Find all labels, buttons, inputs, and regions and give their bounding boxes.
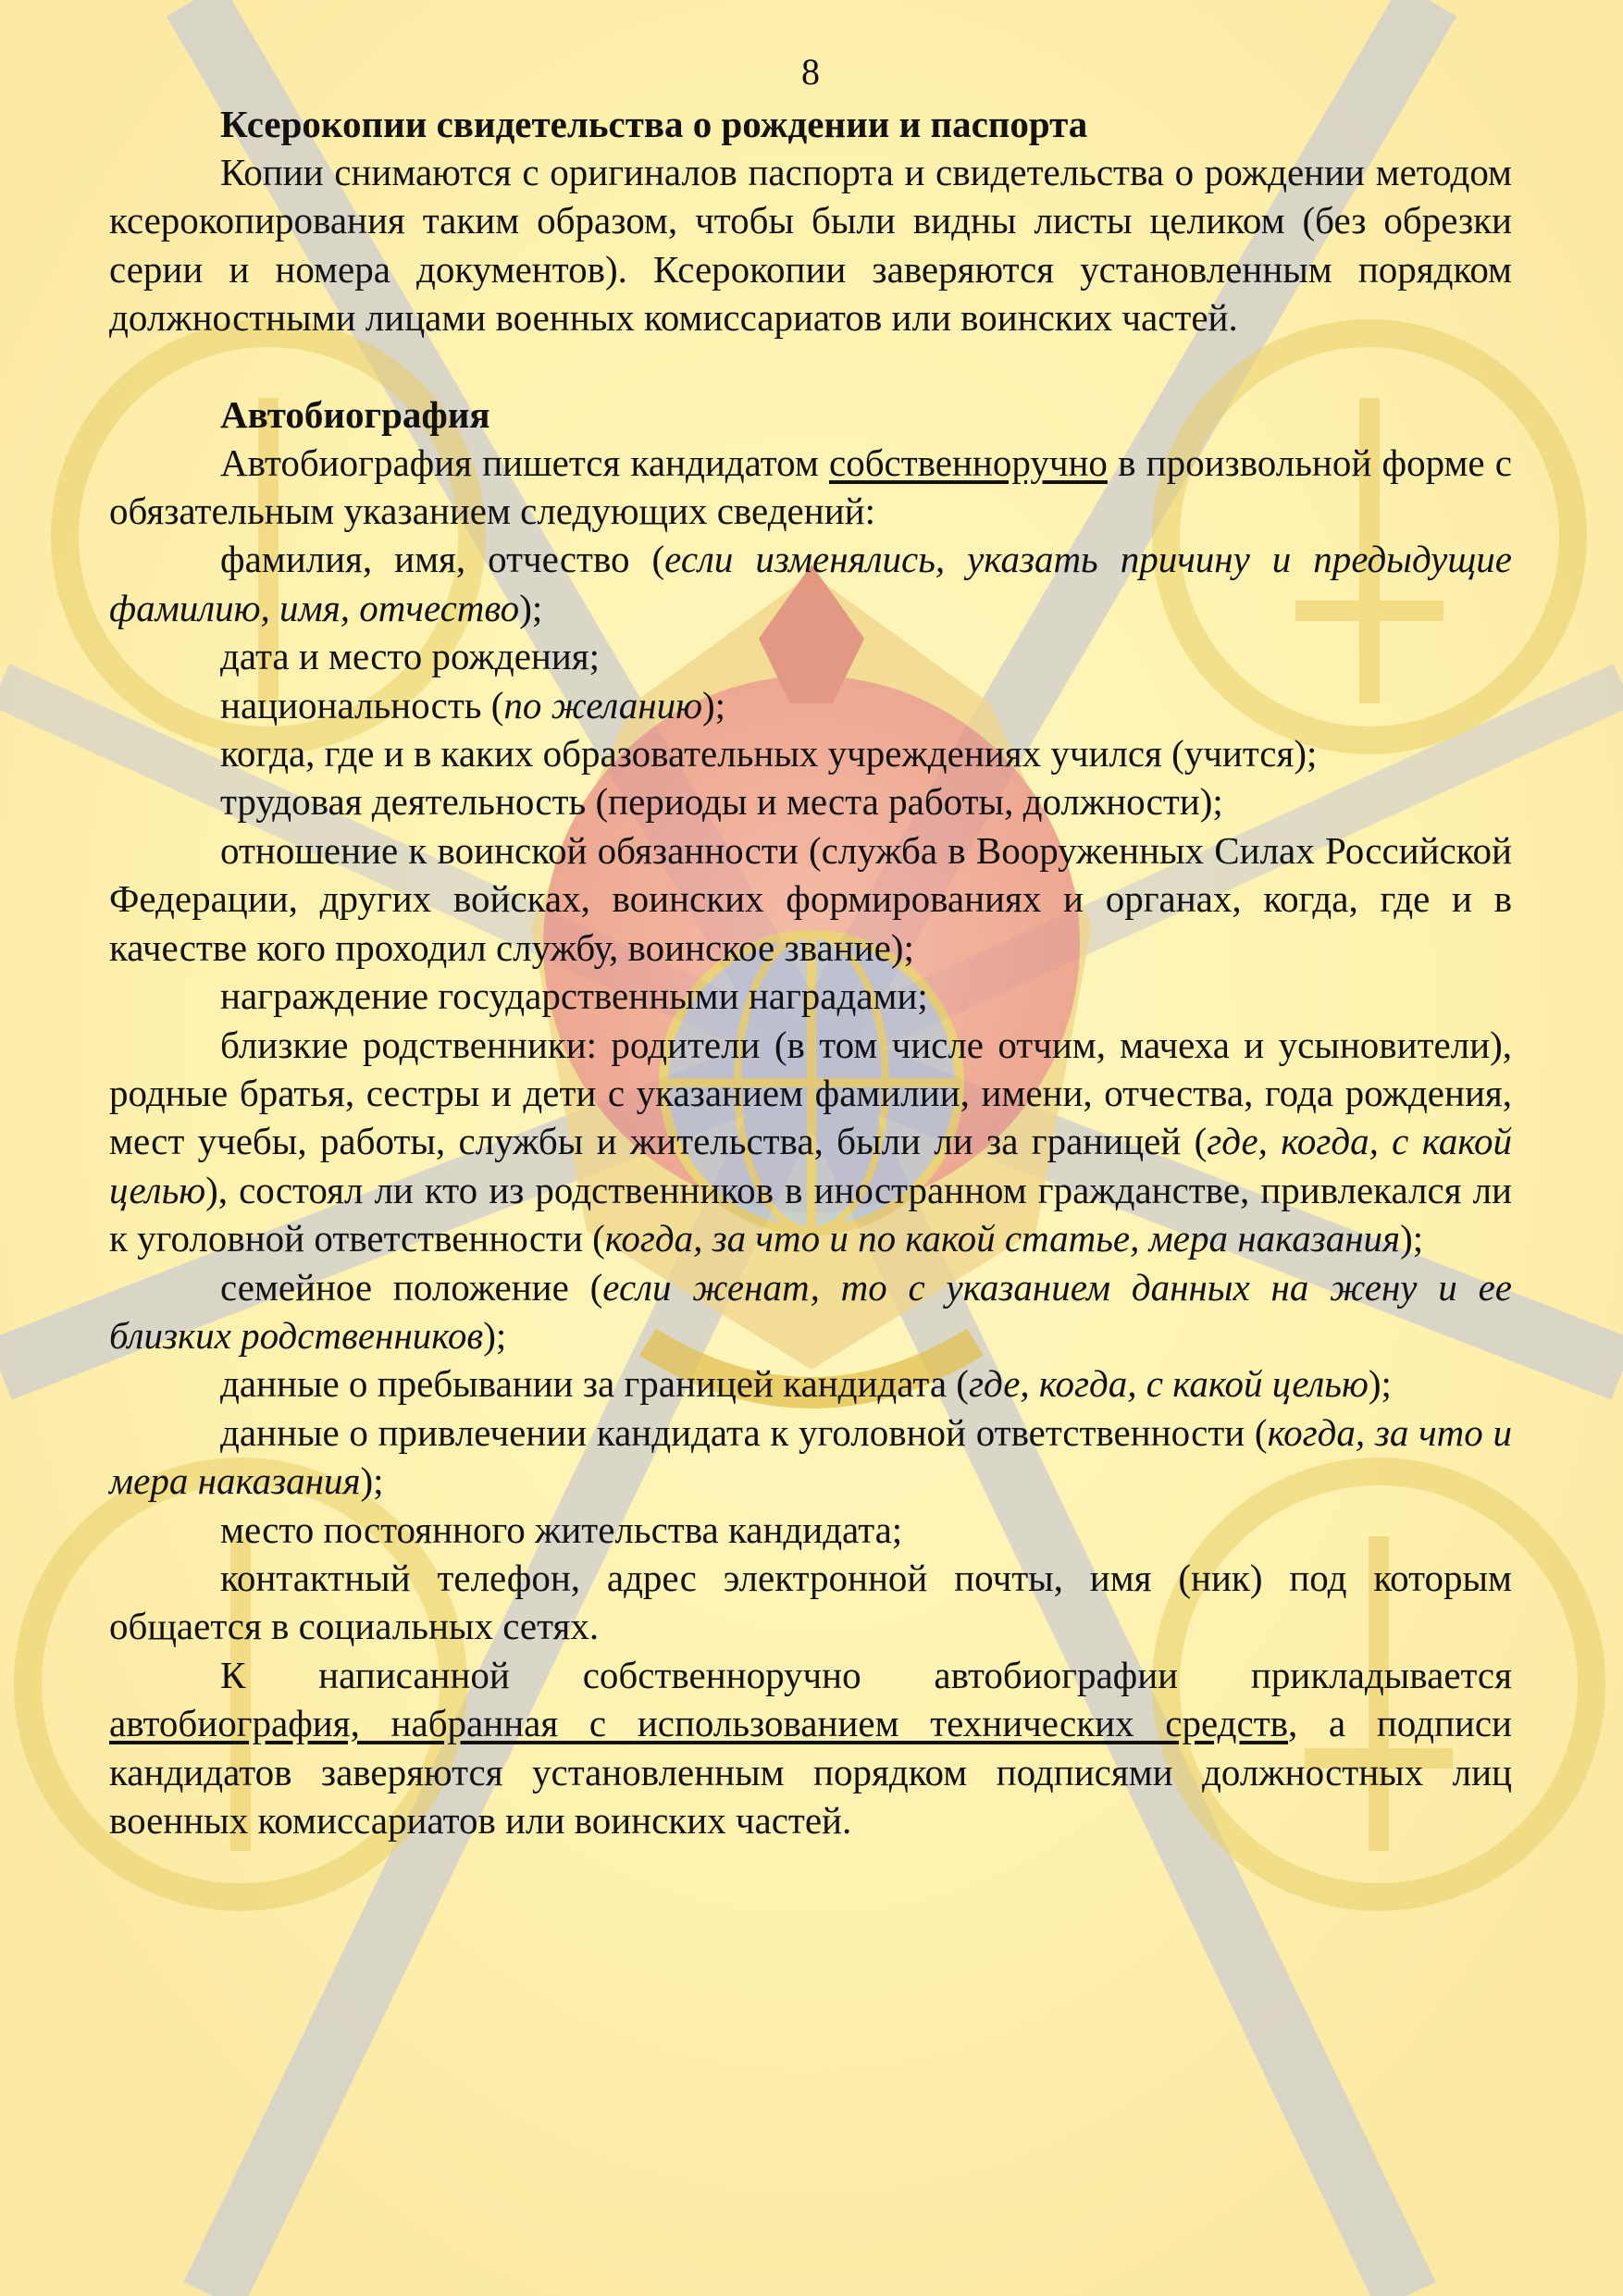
item-military: отношение к воинской обязанности (служба в Вооруженных Силах Российской Федерации, других войсках, воинских формированиях и органах, когда, где и в качестве кого проходил службу, воинское звание); bbox=[109, 828, 1512, 969]
item-nationality-italic: по желанию bbox=[503, 683, 703, 726]
item-fio-italic: если изменялись, указать причину и предыдущие фамилию, имя, отчество bbox=[109, 538, 1512, 629]
item-work: трудовая деятельность (периоды и места работы, должности); bbox=[220, 780, 1223, 824]
item-fio-end: ); bbox=[519, 586, 543, 629]
item-abroad bbox=[109, 1359, 1512, 1408]
item-contacts: контактный телефон, адрес электронной почты, имя (ник) под которым общается в социальных сетях. bbox=[109, 1556, 1512, 1648]
item-relatives-italic-1: где, когда, с какой целью bbox=[109, 1120, 1512, 1211]
item-fio bbox=[109, 535, 1512, 632]
intro-underlined: собственноручно bbox=[829, 441, 1108, 484]
item-criminal-end: ); bbox=[360, 1459, 384, 1503]
item-residence: место постоянного жительства кандидата; bbox=[220, 1508, 903, 1551]
item-abroad-text: данные о пребывании за границей кандидата ( bbox=[220, 1362, 969, 1406]
intro-text-a: Автобиография пишется кандидатом bbox=[220, 441, 829, 484]
item-awards: награждение государственными наградами; bbox=[220, 974, 928, 1018]
item-birth: дата и место рождения; bbox=[220, 635, 601, 678]
intro-text-b: в произвольной форме с обязательным указанием следующих сведений: bbox=[109, 441, 1512, 533]
item-family bbox=[109, 1263, 1512, 1360]
item-family-text: семейное положение ( bbox=[220, 1265, 603, 1309]
section-heading-copies: Ксерокопии свидетельства о рождении и паспорта bbox=[220, 103, 1088, 145]
item-relatives-text-b: ), состоял ли кто из родственников в иностранном гражданстве, привлекался ли к уголовной ответственности ( bbox=[109, 1168, 1512, 1260]
item-relatives-end: ); bbox=[1400, 1217, 1424, 1260]
paragraph-copies: Копии снимаются с оригиналов паспорта и свидетельства о рождении методом ксерокопирования таким образом, чтобы были видны листы целиком (без обрезки серии и номера документов). Ксерокопии заверяются установленным порядком должностными лицами военных комиссариатов или воинских частей. bbox=[109, 151, 1512, 340]
item-relatives-italic-2: когда, за что и по какой статье, мера наказания bbox=[604, 1217, 1401, 1260]
item-criminal-italic: когда, за что и мера наказания bbox=[109, 1410, 1512, 1503]
item-nationality-text: национальность ( bbox=[220, 683, 504, 726]
closing-text-a: К написанной собственноручно автобиографии прикладывается bbox=[220, 1653, 1512, 1696]
item-fio-text: фамилия, имя, отчество ( bbox=[220, 538, 665, 581]
closing-underlined: автобиография, набранная с использованием технических средств bbox=[109, 1702, 1288, 1745]
section-heading-autobiography: Автобиография bbox=[220, 392, 490, 436]
item-family-end: ); bbox=[483, 1313, 507, 1357]
item-nationality-end: ); bbox=[702, 683, 726, 726]
item-relatives-text-a: близкие родственники: родители (в том числе отчим, мачеха и усыновители), родные братья, сестры и дети с указанием фамилии, имени, отчества, года рождения, мест учебы, работы, службы и жительства, были ли за границей ( bbox=[109, 1023, 1512, 1163]
paragraph-closing bbox=[109, 1651, 1512, 1845]
item-relatives bbox=[109, 1021, 1512, 1263]
item-family-italic: если женат, то с указанием данных на жену и ее близких родственников bbox=[109, 1265, 1512, 1357]
item-criminal-text: данные о привлечении кандидата к уголовной ответственности ( bbox=[220, 1410, 1268, 1454]
document-page bbox=[109, 48, 1512, 1844]
spacer bbox=[109, 342, 1512, 391]
item-education: когда, где и в каких образовательных учреждениях учился (учится); bbox=[220, 732, 1318, 776]
page-number: 8 bbox=[801, 51, 820, 93]
paragraph-intro bbox=[109, 439, 1512, 536]
item-criminal bbox=[109, 1409, 1512, 1506]
item-abroad-end: ); bbox=[1368, 1362, 1392, 1406]
item-abroad-italic: где, когда, с какой целью bbox=[968, 1362, 1369, 1406]
closing-text-b: , а подписи кандидатов заверяются установленным порядком подписями должностных лиц военных комиссариатов или воинских частей. bbox=[109, 1702, 1512, 1842]
item-nationality bbox=[109, 681, 1512, 729]
